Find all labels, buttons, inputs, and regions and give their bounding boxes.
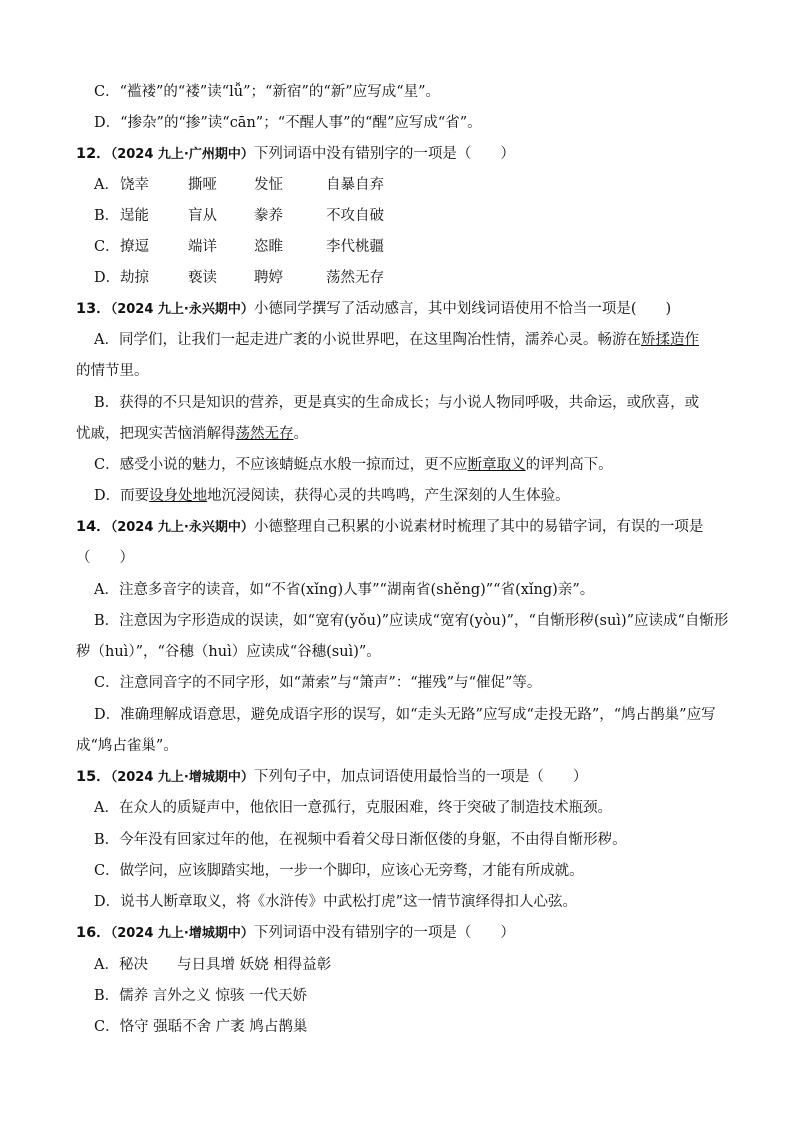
option-word: 自暴自弃: [326, 177, 384, 193]
option-word: 聘婷: [254, 270, 283, 286]
q13-option-b: B．获得的不只是知识的营养，更是真实的生命成长；与小说人物同呼吸，共命运，或欣喜，或: [94, 395, 700, 411]
q16-option-c: C．恪守 强聒不舍 广袤 鸠占鹊巢: [94, 1019, 308, 1035]
option-word: 亵读: [188, 270, 217, 286]
option-word: 荡然无存: [326, 270, 384, 286]
q12-stem-line: [76, 144, 515, 165]
q14-option-a: A．注意多音字的读音，如“不省(xǐng)人事”“湖南省(shěng)”“省(xǐng)亲”。: [94, 582, 595, 598]
question-source: （2024 九上·广州期中）: [110, 147, 254, 162]
q13-option-c: [94, 455, 613, 475]
question-source: （2024 九上·永兴期中）: [110, 302, 254, 317]
q13-stem-line: [76, 299, 671, 320]
q15-option-d: D．说书人断章取义，将《水浒传》中武松打虎”这一情节演绎得扣人心弦。: [94, 894, 578, 910]
q14-stem-line: [76, 517, 703, 538]
option-word: 撕哑: [188, 177, 217, 193]
option-word: 不攻自破: [326, 208, 384, 224]
option-text: D．而要: [94, 488, 150, 504]
q13-option-d: [94, 486, 570, 506]
q15-option-c: C．做学问，应该脚踏实地，一步一个脚印，应该心无旁骛，才能有所成就。: [94, 863, 584, 879]
option-text: 。: [293, 426, 308, 442]
underlined-term: 荡然无存: [235, 426, 294, 442]
option-label: C．: [94, 239, 120, 255]
q12-option-d: [94, 268, 426, 288]
q14-answer-paren: （ ）: [76, 550, 134, 566]
underlined-term: 矫揉造作: [640, 332, 699, 348]
q13-option-a: [94, 330, 699, 350]
question-stem: 下列词语中没有错别字的一项是（ ）: [253, 146, 515, 162]
question-stem: 下列句子中，加点词语使用最恰当的一项是（ ）: [253, 769, 588, 785]
q14-option-d-cont: 成“鸠占雀巢”。: [76, 738, 178, 754]
option-word: 饶幸: [120, 177, 149, 193]
option-text: 的评判高下。: [525, 457, 613, 473]
q16-stem-line: [76, 923, 515, 944]
q16-option-b: B．儒养 言外之义 惊骇 一代天娇: [94, 988, 307, 1004]
q14-option-d: D．准确理解成语意思，避免成语字形的误写，如“走头无路”应写成“走投无路”，“鸠占鹊巢”应写: [94, 707, 716, 723]
question-number: 15．: [76, 769, 111, 785]
q14-option-b-cont: 秽（huì）”，“谷穗（huì）应读成“谷穗(suì)”。: [76, 644, 381, 660]
question-number: 14．: [76, 519, 111, 535]
q15-option-a: A．在众人的质疑声中，他依旧一意孤行，克服困难，终于突破了制造技术瓶颈。: [94, 800, 612, 816]
question-stem: 小德同学撰写了活动感言，其中划线词语使用不恰当一项是( ): [253, 301, 672, 317]
option-word: 发怔: [254, 177, 283, 193]
question-source: （2024 九上·增城期中）: [110, 770, 254, 785]
option-text: A．同学们，让我们一起走进广袤的小说世界吧，在这里陶冶性情，濡养心灵。畅游在: [94, 332, 641, 348]
q11-option-d: D．“掺杂”的“掺”读“cān”；“不醒人事”的“醒”应写成“省”。: [94, 115, 482, 131]
q14-option-c: C．注意同音字的不同字形，如“萧索”与“箫声”：“摧残”与“催促”等。: [94, 675, 542, 691]
underlined-term: 设身处地: [149, 488, 208, 504]
q12-option-c: [94, 237, 426, 257]
option-word: 恣睢: [254, 239, 283, 255]
option-word: 撩逗: [120, 239, 149, 255]
question-number: 13．: [76, 301, 111, 317]
q11-option-c: C．“褴褛”的“褛”读“lǚ”；“新宿”的“新”应写成“星”。: [94, 84, 441, 100]
q13-option-b-cont: [76, 424, 308, 444]
q12-option-a: [94, 175, 426, 195]
question-number: 16．: [76, 925, 111, 941]
option-word: 李代桃疆: [326, 239, 384, 255]
question-source: （2024 九上·永兴期中）: [110, 520, 254, 535]
option-label: A．: [94, 177, 119, 193]
question-stem: 下列词语中没有错别字的一项是（ ）: [253, 925, 515, 941]
q14-option-b: B．注意因为字形造成的误读，如“宽宥(yǒu)”应读成“宽宥(yòu)”，“自惭形秽(suì)”应读成“自惭形: [94, 613, 729, 629]
question-stem: 小德整理自己积累的小说素材时梳理了其中的易错字词，有误的一项是: [253, 519, 704, 535]
option-word: 豢养: [254, 208, 283, 224]
q13-option-a-cont: 的情节里。: [76, 363, 149, 379]
q16-option-a: A．秘决 与日具增 妖娆 相得益彰: [94, 957, 332, 973]
q15-stem-line: [76, 767, 587, 788]
option-label: D．: [94, 270, 121, 286]
underlined-term: 断章取义: [467, 457, 526, 473]
option-word: 劫掠: [120, 270, 149, 286]
question-number: 12．: [76, 146, 111, 162]
option-text: C．感受小说的魅力，不应该蜻蜓点水般一掠而过，更不应: [94, 457, 468, 473]
option-label: B．: [94, 208, 120, 224]
option-word: 端详: [188, 239, 217, 255]
option-word: 逞能: [120, 208, 149, 224]
question-source: （2024 九上·增城期中）: [110, 926, 254, 941]
q12-option-b: [94, 206, 426, 226]
option-text: 忧戚，把现实苦恼消解得: [76, 426, 236, 442]
option-word: 盲从: [188, 208, 217, 224]
option-text: 地沉浸阅读，获得心灵的共鸣鸣，产生深刻的人生体验。: [207, 488, 570, 504]
q15-option-b: B．今年没有回家过年的他，在视频中看着父母日渐伛偻的身躯，不由得自惭形秽。: [94, 832, 627, 848]
